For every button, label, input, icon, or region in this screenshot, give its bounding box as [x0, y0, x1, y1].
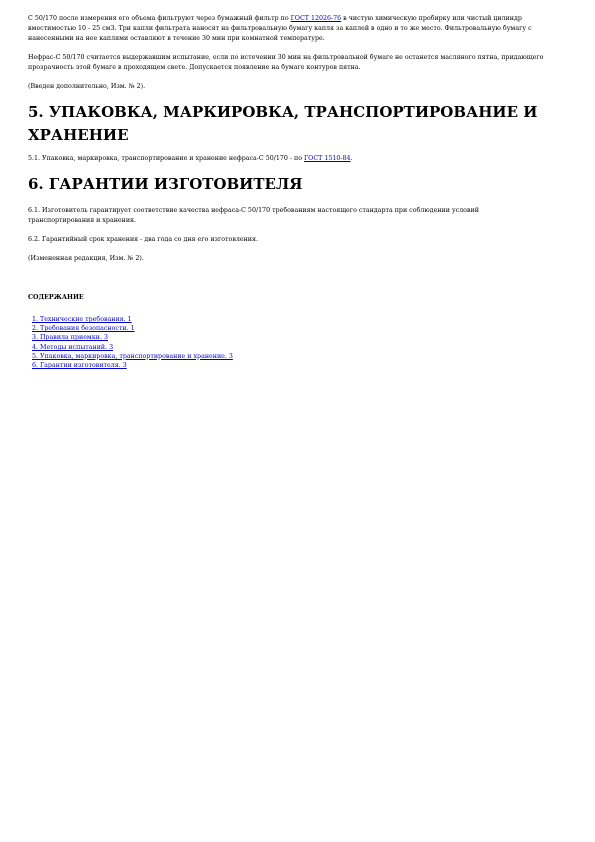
gost-12026-76-link[interactable]: ГОСТ 12026-76	[290, 15, 342, 22]
toc-link-1[interactable]: 1. Технические требования. 1	[32, 316, 132, 324]
paragraph-5-1	[28, 154, 547, 164]
toc-link-4[interactable]: 4. Методы испытаний. 3	[32, 343, 114, 351]
toc-link-2[interactable]: 2. Требования безопасности. 1	[32, 325, 135, 333]
paragraph-text: С 50/170 после измерения его объема фильтруют через бумажный фильтр по	[28, 15, 291, 22]
toc-link-6[interactable]: 6. Гарантии изготовителя. 3	[32, 361, 127, 369]
paragraph-text: .	[350, 155, 353, 163]
paragraph-6-2: 6.2. Гарантийный срок хранения - два года со дня его изготовления.	[28, 236, 258, 244]
table-of-contents	[32, 315, 547, 370]
paragraph-text: в чистую химическую пробирку или чистый цилиндр вместимостью 10 - 25 см3. Три капли фильтрата наносят на фильтровальную бумагу капля за каплей в одно и то же место. Фильтровальную бумагу с нанесенными на нее каплями оставляют в течение 30 мин при комнатной температуре.	[28, 15, 532, 43]
paragraph-filtration	[28, 14, 547, 44]
gost-1510-84-link[interactable]: ГОСТ 1510-84	[304, 155, 351, 163]
paragraph-test-result: Нефрас-С 50/170 считается выдержавшим испытание, если по истечении 30 мин на фильтровальной бумаге не останется масляного пятна, придающего прозрачность этой бумаге в проходящем свете. Допускается появление на бумаге контуров пятна.	[28, 54, 544, 72]
amendment-note: (Измененная редакция, Изм. № 2).	[28, 255, 144, 263]
amendment-note: (Введен дополнительно, Изм. № 2).	[28, 83, 146, 91]
toc-heading: СОДЕРЖАНИЕ	[28, 294, 84, 302]
paragraph-text: 5.1. Упаковка, маркировка, транспортирование и хранение нефраса-С 50/170 - по	[28, 155, 305, 163]
toc-link-3[interactable]: 3. Правила приемки. 3	[32, 334, 108, 342]
section-6-heading: 6. ГАРАНТИИ ИЗГОТОВИТЕЛЯ	[28, 175, 303, 194]
toc-link-5[interactable]: 5. Упаковка, маркировка, транспортирование и хранение. 3	[32, 352, 233, 360]
paragraph-6-1: 6.1. Изготовитель гарантирует соответствие качества нефраса-С 50/170 требованиям настоящего стандарта при соблюдении условий транспортирования и хранения.	[28, 206, 479, 224]
section-5-heading: 5. УПАКОВКА, МАРКИРОВКА, ТРАНСПОРТИРОВАНИЕ И ХРАНЕНИЕ	[28, 103, 538, 144]
